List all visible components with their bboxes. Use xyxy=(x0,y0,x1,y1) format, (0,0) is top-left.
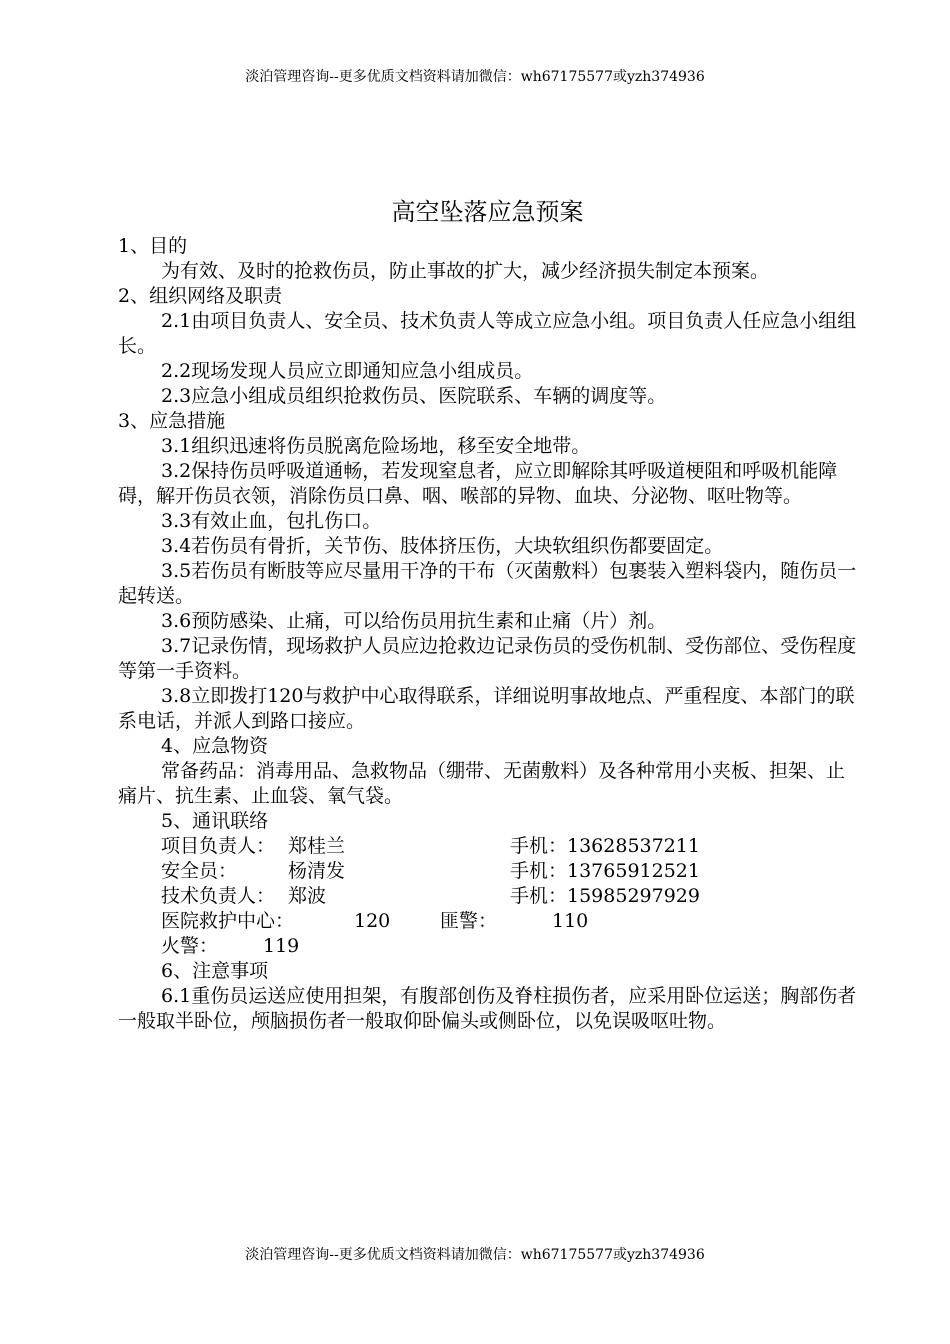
page-header: 淡泊管理咨询--更多优质文档资料请加微信：wh67175577或yzh374936 xyxy=(245,69,705,85)
contact-role: 安全员： xyxy=(161,860,238,882)
contact-phone: 手机：13765912521 xyxy=(510,860,700,882)
paragraph: 为有效、及时的抢救伤员，防止事故的扩大，减少经济损失制定本预案。 xyxy=(161,260,770,282)
contact-row xyxy=(118,884,858,909)
paragraph: 3.3有效止血，包扎伤口。 xyxy=(161,510,382,532)
paragraph: 2.3应急小组成员组织抢救伤员、医院联系、车辆的调度等。 xyxy=(161,385,667,407)
contact-role: 技术负责人： xyxy=(161,885,276,907)
police-label: 匪警： xyxy=(440,910,498,932)
document-body xyxy=(118,234,858,1034)
paragraph: 3.2保持伤员呼吸道通畅，若发现窒息者，应立即解除其呼吸道梗阻和呼吸机能障碍，解开伤员衣领，消除伤员口鼻、咽、喉部的异物、血块、分泌物、呕吐物等。 xyxy=(118,460,838,507)
paragraph: 3.8立即拨打120与救护中心取得联系，详细说明事故地点、严重程度、本部门的联系电话，并派人到路口接应。 xyxy=(118,685,855,732)
contact-row xyxy=(118,834,858,859)
contact-row xyxy=(118,859,858,884)
hospital-label: 医院救护中心： xyxy=(161,910,295,932)
paragraph: 6.1重伤员运送应使用担架，有腹部创伤及脊柱损伤者，应采用卧位运送；胸部伤者一般取半卧位，颅脑损伤者一般取仰卧偏头或侧卧位，以免误吸呕吐物。 xyxy=(118,985,857,1032)
contact-role: 项目负责人： xyxy=(161,835,276,857)
page-footer: 淡泊管理咨询--更多优质文档资料请加微信：wh67175577或yzh374936 xyxy=(245,1247,705,1263)
document-title: 高空坠落应急预案 xyxy=(391,198,584,226)
fire-number-row xyxy=(118,934,858,959)
section-heading: 5、通讯联络 xyxy=(161,810,269,832)
paragraph: 3.6预防感染、止痛，可以给伤员用抗生素和止痛（片）剂。 xyxy=(161,610,667,632)
hospital-number: 120 xyxy=(354,910,391,932)
paragraph: 2.1由项目负责人、安全员、技术负责人等成立应急小组。项目负责人任应急小组组长。 xyxy=(118,310,857,357)
paragraph: 3.7记录伤情，现场救护人员应边抢救边记录伤员的受伤机制、受伤部位、受伤程度等第一手资料。 xyxy=(118,635,857,682)
fire-label: 火警： xyxy=(161,935,219,957)
contact-name: 郑波 xyxy=(288,885,327,907)
fire-number: 119 xyxy=(263,935,300,957)
section-heading: 2、组织网络及职责 xyxy=(118,285,283,307)
contact-name: 杨清发 xyxy=(288,860,346,882)
section-heading: 4、应急物资 xyxy=(161,735,269,757)
paragraph: 3.1组织迅速将伤员脱离危险场地，移至安全地带。 xyxy=(161,435,591,457)
contact-name: 郑桂兰 xyxy=(288,835,346,857)
paragraph: 3.4若伤员有骨折，关节伤、肢体挤压伤，大块软组织伤都要固定。 xyxy=(161,535,724,557)
section-heading: 6、注意事项 xyxy=(161,960,269,982)
contact-phone: 手机：15985297929 xyxy=(510,885,700,907)
paragraph: 常备药品：消毒用品、急救物品（绷带、无菌敷料）及各种常用小夹板、担架、止痛片、抗生素、止血袋、氧气袋。 xyxy=(118,760,846,807)
police-number: 110 xyxy=(552,910,589,932)
section-heading: 3、应急措施 xyxy=(118,410,226,432)
paragraph: 2.2现场发现人员应立即通知应急小组成员。 xyxy=(161,360,534,382)
paragraph: 3.5若伤员有断肢等应尽量用干净的干布（灭菌敷料）包裹装入塑料袋内，随伤员一起转送。 xyxy=(118,560,857,607)
emergency-numbers-row xyxy=(118,909,858,934)
contact-phone: 手机：13628537211 xyxy=(510,835,700,857)
section-heading: 1、目的 xyxy=(118,235,188,257)
